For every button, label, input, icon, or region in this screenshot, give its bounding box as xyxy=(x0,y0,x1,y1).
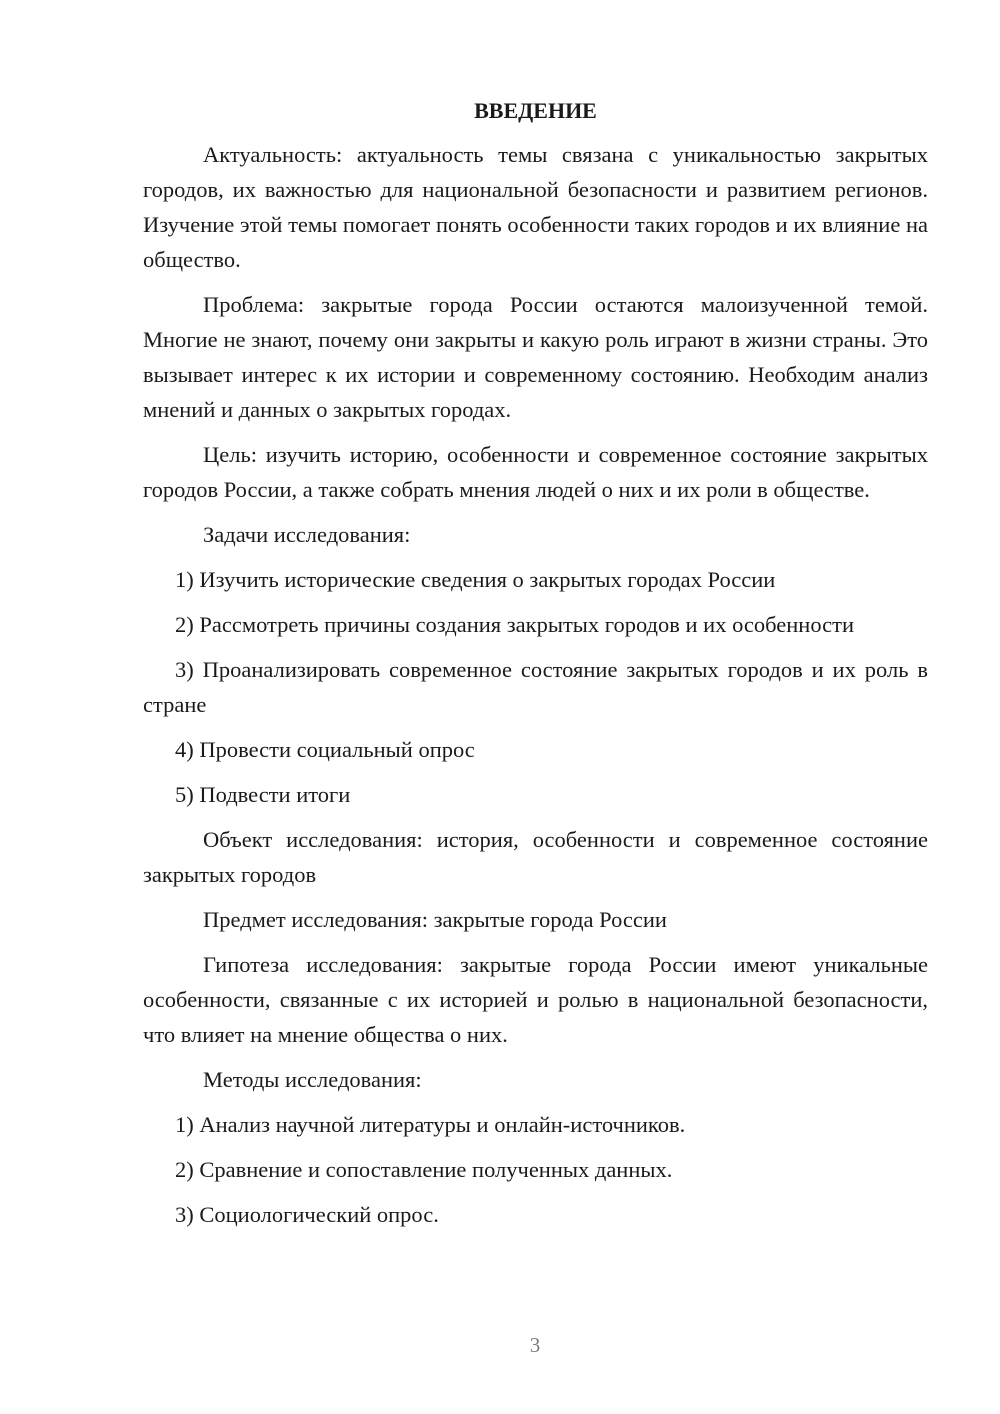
paragraph-subject: Предмет исследования: закрытые города России xyxy=(203,907,667,932)
section-title: ВВЕДЕНИЕ xyxy=(474,98,597,123)
task-item-2: 2) Рассмотреть причины создания закрытых городов и их особенности xyxy=(175,612,855,637)
page-content xyxy=(143,92,928,1242)
paragraph-hypothesis: Гипотеза исследования: закрытые города России имеют уникальные особенности, связанные с их историей и ролью в национальной безопасности, что влияет на мнение общества о них. xyxy=(143,952,928,1047)
paragraph-goal: Цель: изучить историю, особенности и современное состояние закрытых городов России, а также собрать мнения людей о них и их роли в обществе. xyxy=(143,442,928,502)
method-item-1: 1) Анализ научной литературы и онлайн-источников. xyxy=(175,1112,686,1137)
task-item-4: 4) Провести социальный опрос xyxy=(175,737,475,762)
paragraph-object: Объект исследования: история, особенности и современное состояние закрытых городов xyxy=(143,827,928,887)
method-item-3: 3) Социологический опрос. xyxy=(175,1202,439,1227)
page-number: 3 xyxy=(529,1333,541,1357)
tasks-heading: Задачи исследования: xyxy=(203,522,411,547)
task-item-5: 5) Подвести итоги xyxy=(175,782,351,807)
paragraph-problem: Проблема: закрытые города России остаются малоизученной темой. Многие не знают, почему они закрыты и какую роль играют в жизни страны. Это вызывает интерес к их истории и современному состоянию. Необходим анализ мнений и данных о закрытых городах. xyxy=(143,292,928,422)
paragraph-relevance: Актуальность: актуальность темы связана с уникальностью закрытых городов, их важностью для национальной безопасности и развитием регионов. Изучение этой темы помогает понять особенности таких городов и их влияние на общество. xyxy=(143,142,928,272)
task-item-1: 1) Изучить исторические сведения о закрытых городах России xyxy=(175,567,776,592)
method-item-2: 2) Сравнение и сопоставление полученных данных. xyxy=(175,1157,673,1182)
task-item-3: 3) Проанализировать современное состояние закрытых городов и их роль в стране xyxy=(143,657,928,717)
methods-heading: Методы исследования: xyxy=(203,1067,422,1092)
